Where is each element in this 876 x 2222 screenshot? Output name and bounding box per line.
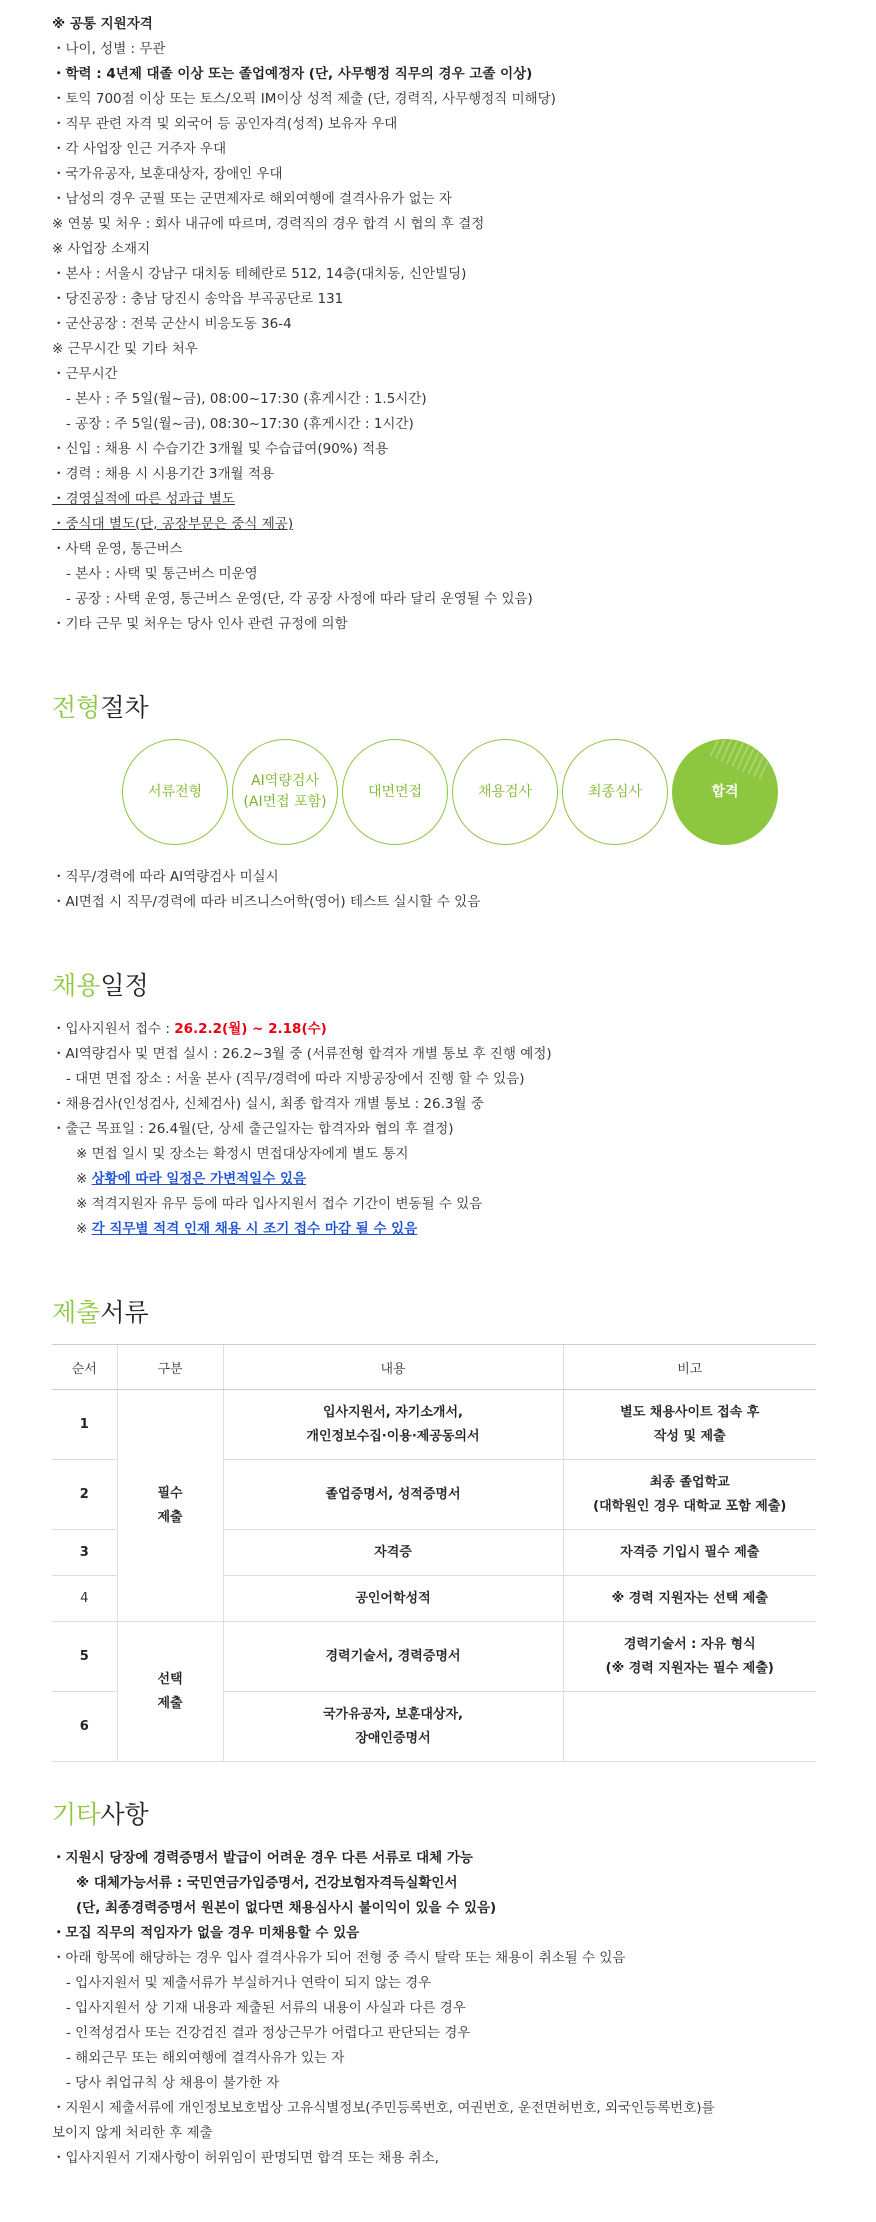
schedule-title-accent: 채용 bbox=[52, 971, 101, 1000]
row-order-cell: 4 bbox=[52, 1576, 117, 1622]
qualification-line: - 본사 : 주 5일(월~금), 08:00~17:30 (휴게시간 : 1.5시간) bbox=[66, 391, 427, 407]
etc-lines bbox=[52, 1846, 836, 2171]
schedule-section bbox=[52, 969, 836, 1242]
qualification-line: ・군산공장 : 전북 군산시 비응도동 36-4 bbox=[52, 316, 292, 332]
qualification-line: ・기타 근무 및 처우는 당사 인사 관련 규정에 의함 bbox=[52, 616, 348, 632]
process-step-label: 대면면접 bbox=[367, 783, 423, 800]
row-order-cell: 2 bbox=[52, 1460, 117, 1530]
row-note-cell: ※ 경력 지원자는 선택 제출 bbox=[563, 1576, 816, 1622]
apply-period-line bbox=[52, 1017, 836, 1042]
etc-title-accent: 기타 bbox=[52, 1800, 101, 1829]
documents-title bbox=[52, 1296, 836, 1330]
etc-line: - 입사지원서 및 제출서류가 부실하거나 연락이 되지 않는 경우 bbox=[66, 1975, 432, 1991]
qualification-line: ・경영실적에 따른 성과급 별도 bbox=[52, 491, 235, 507]
etc-line: ・지원시 제출서류에 개인정보보호법상 고유식별정보(주민등록번호, 여권번호, 운전면허번호, 외국인등록번호)를 bbox=[52, 2100, 715, 2116]
row-note-cell: 별도 채용사이트 접속 후 작성 및 제출 bbox=[563, 1390, 816, 1460]
note-close-text: 각 직무별 적격 인재 채용 시 조기 접수 마감 될 수 있음 bbox=[91, 1221, 418, 1237]
documents-section bbox=[52, 1296, 836, 1762]
process-note: ・직무/경력에 따라 AI역량검사 미실시 bbox=[52, 869, 279, 885]
row-note-cell bbox=[563, 1692, 816, 1762]
row-order-cell: 5 bbox=[52, 1622, 117, 1692]
row-content-cell: 국가유공자, 보훈대상자, 장애인증명서 bbox=[223, 1692, 563, 1762]
etc-line: (단, 최종경력증명서 원본이 없다면 채용심사시 불이익이 있을 수 있음) bbox=[76, 1900, 497, 1916]
table-row bbox=[52, 1390, 816, 1460]
etc-line: ・모집 직무의 적임자가 없을 경우 미채용할 수 있음 bbox=[52, 1925, 360, 1941]
category-optional-cell: 선택 제출 bbox=[117, 1622, 223, 1762]
row-content-cell: 공인어학성적 bbox=[223, 1576, 563, 1622]
documents-table bbox=[52, 1344, 816, 1762]
process-steps bbox=[52, 739, 836, 845]
process-step-label: 합격 bbox=[711, 783, 739, 800]
qualification-line: ・각 사업장 인근 거주자 우대 bbox=[52, 141, 227, 157]
process-section bbox=[52, 691, 836, 915]
qualification-line: ※ 공통 지원자격 bbox=[52, 16, 153, 32]
process-step bbox=[342, 739, 448, 845]
qualifications-section bbox=[52, 0, 836, 637]
process-step bbox=[122, 739, 228, 845]
etc-line: ・지원시 당장에 경력증명서 발급이 어려운 경우 다른 서류로 대체 가능 bbox=[52, 1850, 473, 1866]
etc-line: - 해외근무 또는 해외여행에 결격사유가 있는 자 bbox=[66, 2050, 345, 2066]
process-note: ・AI면접 시 직무/경력에 따라 비즈니스어학(영어) 테스트 실시할 수 있음 bbox=[52, 894, 481, 910]
schedule-note-period: ※ 적격지원자 유무 등에 따라 입사지원서 접수 기간이 변동될 수 있음 bbox=[76, 1196, 483, 1212]
etc-line: ・입사지원서 기재사항이 허위임이 판명되면 합격 또는 채용 취소, bbox=[52, 2150, 439, 2166]
qualification-line: - 공장 : 사택 운영, 통근버스 운영(단, 각 공장 사정에 따라 달리 운영될 수 있음) bbox=[66, 591, 533, 607]
documents-title-accent: 제출 bbox=[52, 1298, 101, 1327]
schedule-note-close bbox=[52, 1217, 836, 1242]
schedule-line: ・채용검사(인성검사, 신체검사) 실시, 최종 합격자 개별 통보 : 26.3월 중 bbox=[52, 1096, 484, 1112]
etc-line: - 인적성검사 또는 건강검진 결과 정상근무가 어렵다고 판단되는 경우 bbox=[66, 2025, 471, 2041]
schedule-line: ・출근 목표일 : 26.4월(단, 상세 출근일자는 합격자와 협의 후 결정) bbox=[52, 1121, 454, 1137]
row-content-cell: 졸업증명서, 성적증명서 bbox=[223, 1460, 563, 1530]
qualification-line: ・학력 : 4년제 대졸 이상 또는 졸업예정자 (단, 사무행정 직무의 경우 고졸 이상) bbox=[52, 66, 533, 82]
header-category: 구분 bbox=[117, 1345, 223, 1390]
qualification-line: ・경력 : 채용 시 시용기간 3개월 적용 bbox=[52, 466, 274, 482]
table-row bbox=[52, 1622, 816, 1692]
row-order-cell: 3 bbox=[52, 1530, 117, 1576]
row-order-cell: 1 bbox=[52, 1390, 117, 1460]
schedule-line: - 대면 면접 장소 : 서울 본사 (직무/경력에 따라 지방공장에서 진행 할 수 있음) bbox=[66, 1071, 525, 1087]
row-content-cell: 입사지원서, 자기소개서, 개인정보수집·이용·제공동의서 bbox=[223, 1390, 563, 1460]
note-change-text: 상황에 따라 일정은 가변적일수 있음 bbox=[91, 1171, 307, 1187]
process-step-label: 채용검사 bbox=[477, 783, 533, 800]
schedule-line: ※ 면접 일시 및 장소는 확정시 면접대상자에게 별도 통지 bbox=[76, 1146, 409, 1162]
etc-line: ※ 대체가능서류 : 국민연금가입증명서, 건강보험자격득실확인서 bbox=[76, 1875, 458, 1891]
documents-title-rest: 서류 bbox=[100, 1298, 149, 1327]
schedule-note-change bbox=[52, 1167, 836, 1192]
schedule-title-rest: 일정 bbox=[100, 971, 149, 1000]
process-step-label: 최종심사 bbox=[587, 783, 643, 800]
qualification-line: ・나이, 성별 : 무관 bbox=[52, 41, 166, 57]
apply-period-date: 26.2.2(월) ~ 2.18(수) bbox=[174, 1021, 327, 1037]
header-content: 내용 bbox=[223, 1345, 563, 1390]
header-note: 비고 bbox=[563, 1345, 816, 1390]
process-step bbox=[562, 739, 668, 845]
qualification-line: ・남성의 경우 군필 또는 군면제자로 해외여행에 결격사유가 없는 자 bbox=[52, 191, 452, 207]
process-step bbox=[672, 739, 778, 845]
header-order: 순서 bbox=[52, 1345, 117, 1390]
row-note-cell: 최종 졸업학교 (대학원인 경우 대학교 포함 제출) bbox=[563, 1460, 816, 1530]
etc-line: - 당사 취업규칙 상 채용이 불가한 자 bbox=[66, 2075, 280, 2091]
etc-title-rest: 사항 bbox=[100, 1800, 149, 1829]
qualification-line: ・본사 : 서울시 강남구 대치동 테헤란로 512, 14층(대치동, 신안빌딩) bbox=[52, 266, 467, 282]
qualification-line: ※ 근무시간 및 기타 처우 bbox=[52, 341, 198, 357]
etc-line: ・아래 항목에 해당하는 경우 입사 결격사유가 되어 전형 중 즉시 탈락 또는 채용이 취소될 수 있음 bbox=[52, 1950, 626, 1966]
etc-section bbox=[52, 1798, 836, 2171]
qualification-line: ・사택 운영, 통근버스 bbox=[52, 541, 183, 557]
category-required-cell: 필수 제출 bbox=[117, 1390, 223, 1622]
qualification-line: ・신입 : 채용 시 수습기간 3개월 및 수습급여(90%) 적용 bbox=[52, 441, 389, 457]
qualification-line: ・토익 700점 이상 또는 토스/오픽 IM이상 성적 제출 (단, 경력직, 사무행정직 미해당) bbox=[52, 91, 556, 107]
row-note-cell: 자격증 기입시 필수 제출 bbox=[563, 1530, 816, 1576]
documents-header-row bbox=[52, 1345, 816, 1390]
row-content-cell: 경력기술서, 경력증명서 bbox=[223, 1622, 563, 1692]
row-content-cell: 자격증 bbox=[223, 1530, 563, 1576]
qualification-line: ※ 사업장 소재지 bbox=[52, 241, 151, 257]
process-step-label: AI역량검사 (AI면접 포함) bbox=[243, 773, 327, 810]
schedule-line: ・AI역량검사 및 면접 실시 : 26.2~3월 중 (서류전형 합격자 개별 통보 후 진행 예정) bbox=[52, 1046, 552, 1062]
apply-period-label: ・입사지원서 접수 : bbox=[52, 1021, 175, 1037]
note-close-prefix: ※ bbox=[76, 1221, 92, 1237]
qualification-line: ・국가유공자, 보훈대상자, 장애인 우대 bbox=[52, 166, 283, 182]
schedule-lines bbox=[52, 1042, 836, 1167]
qualification-line: ※ 연봉 및 처우 : 회사 내규에 따르며, 경력직의 경우 합격 시 협의 후 결정 bbox=[52, 216, 485, 232]
qualification-line: - 공장 : 주 5일(월~금), 08:30~17:30 (휴게시간 : 1시간) bbox=[66, 416, 414, 432]
process-title bbox=[52, 691, 836, 725]
qualification-line: ・당진공장 : 충남 당진시 송악읍 부곡공단로 131 bbox=[52, 291, 344, 307]
qualification-line: ・직무 관련 자격 및 외국어 등 공인자격(성적) 보유자 우대 bbox=[52, 116, 398, 132]
qualification-line: ・중식대 별도(단, 공장부문은 중식 제공) bbox=[52, 516, 294, 532]
etc-title bbox=[52, 1798, 836, 1832]
schedule-title bbox=[52, 969, 836, 1003]
process-step-label: 서류전형 bbox=[147, 783, 203, 800]
process-step bbox=[232, 739, 338, 845]
etc-line: - 입사지원서 상 기재 내용과 제출된 서류의 내용이 사실과 다른 경우 bbox=[66, 2000, 466, 2016]
process-title-rest: 절차 bbox=[100, 693, 149, 722]
row-note-cell: 경력기술서 : 자유 형식 (※ 경력 지원자는 필수 제출) bbox=[563, 1622, 816, 1692]
process-title-accent: 전형 bbox=[52, 693, 101, 722]
etc-line: 보이지 않게 처리한 후 제출 bbox=[52, 2125, 213, 2141]
process-notes bbox=[52, 865, 836, 915]
row-order-cell: 6 bbox=[52, 1692, 117, 1762]
note-change-prefix: ※ bbox=[76, 1171, 92, 1187]
process-step bbox=[452, 739, 558, 845]
qualification-line: ・근무시간 bbox=[52, 366, 118, 382]
qualification-line: - 본사 : 사택 및 통근버스 미운영 bbox=[66, 566, 258, 582]
